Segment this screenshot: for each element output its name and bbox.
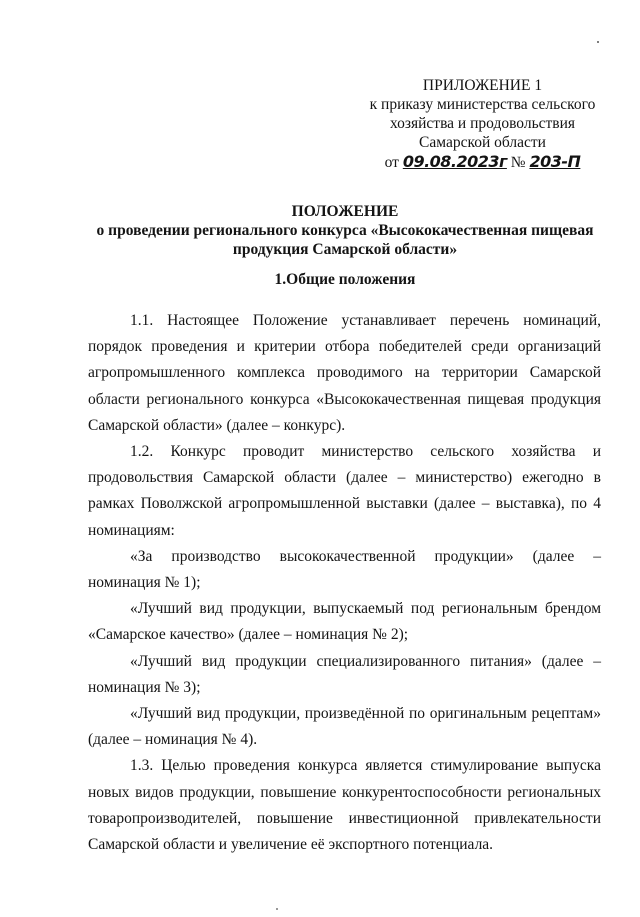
section-heading: 1.Общие положения [274, 271, 416, 288]
nomination-3: «Лучший вид продукции специализированного питания» (далее – номинация № 3); [88, 652, 601, 696]
nomination-4: «Лучший вид продукции, произведённой по оригинальным рецептам» (далее – номинация № 4). [88, 705, 601, 749]
body-text [88, 308, 601, 858]
nomination-2: «Лучший вид продукции, выпускаемый под региональным брендом «Самарское качество» (далее – номинация № 2); [88, 600, 601, 644]
paragraph-1-2: 1.2. Конкурс проводит министерство сельского хозяйства и продовольствия Самарской области (далее – министерство) ежегодно в рамках Поволжской агропромышленной выставки (далее – выставка), по 4 номинациям: [88, 443, 601, 539]
number-label: № [510, 154, 526, 171]
appendix-line-2: хозяйства и продовольствия [389, 115, 576, 132]
handwritten-number: 203-П [529, 152, 581, 171]
order-date-number [360, 152, 605, 172]
paragraph-1-3: 1.3. Целью проведения конкурса является стимулирование выпуска новых видов продукции, повышение конкурентоспособности региональных товаропроизводителей, повышение инвестиционной привлекательности Самарской области и увеличение её экспортного потенциала. [88, 757, 601, 854]
handwritten-date: 09.08.2023 [402, 152, 500, 171]
scan-speck [276, 908, 278, 910]
appendix-header [360, 76, 605, 172]
scan-speck [597, 41, 599, 43]
from-label: от [384, 154, 399, 171]
title-line-2: продукция Самарской области» [232, 241, 458, 258]
appendix-line-1: к приказу министерства сельского [369, 96, 596, 113]
nomination-1: «За производство высококачественной продукции» (далее – номинация № 1); [88, 547, 601, 592]
year-suffix: г [499, 152, 507, 171]
appendix-title: ПРИЛОЖЕНИЕ 1 [422, 77, 543, 94]
paragraph-1-1: 1.1. Настоящее Положение устанавливает перечень номинаций, порядок проведения и критерии отбора победителей среди организаций агропромышленного комплекса проводимого на территории Самарской области регионального конкурса «Высококачественная пищевая продукция Самарской области» (далее – конкурс). [88, 312, 601, 434]
title-line-1: о проведении регионального конкурса «Высококачественная пищевая [96, 222, 594, 239]
title-main: ПОЛОЖЕНИЕ [291, 203, 399, 220]
document-title [80, 202, 610, 259]
appendix-line-3: Самарской области [419, 134, 546, 151]
